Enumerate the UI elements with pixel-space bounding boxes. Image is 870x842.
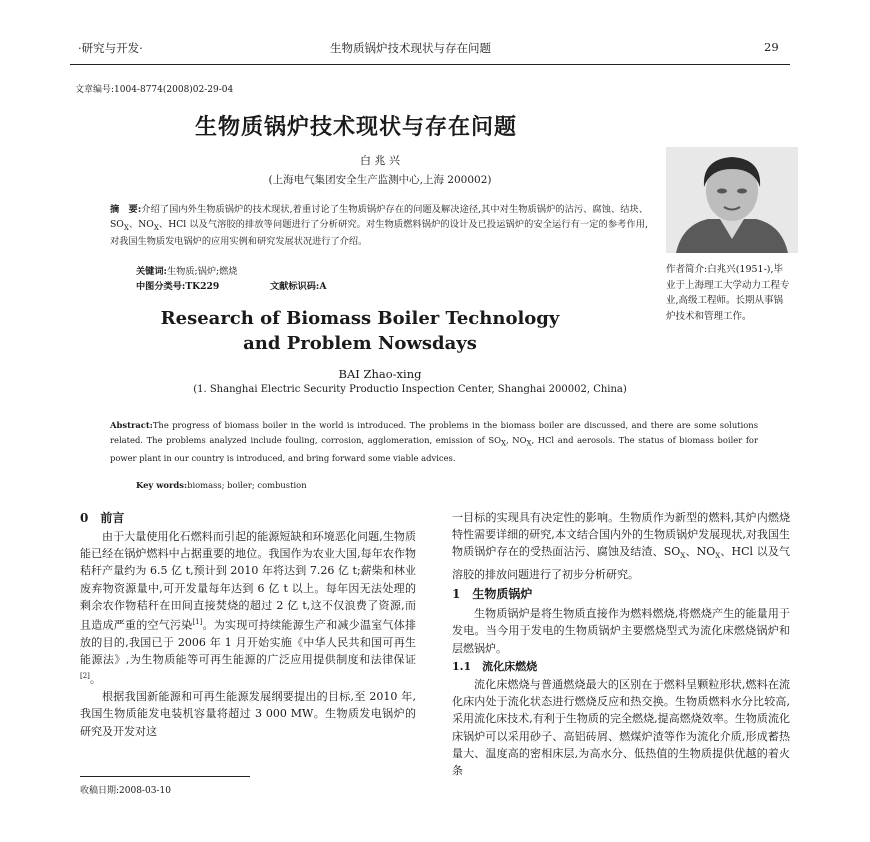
section-1-1-paragraph-1: 流化床燃烧与普通燃烧最大的区别在于燃料呈颗粒形状,燃料在流化床内处于流化状态进行燃烧反应和热交换。生物质燃料水分比较高,采用流化床技术,有利于生物质的完全燃烧,提高燃烧效率。生物质流化床锅炉可以采用砂子、高铝砖屑、燃煤炉渣等作为流化介质,形成蓄热量大、温度高的密相床层,为高水分、低热值的生物质提供优越的着火条 bbox=[452, 678, 790, 778]
keywords-cn-text: 生物质;锅炉;燃烧 bbox=[166, 266, 238, 277]
abstract-cn-text: 介绍了国内外生物质锅炉的技术现状,着重讨论了生物质锅炉存在的问题及解决途径,其中对生物质锅炉的沾污、腐蚀、结块、$SO_X$、$NO_X$、HCl 以及气溶胶的排放等问题进行了分析研究。对生物质燃料锅炉的设计及已投运锅炉的安全运行有一定的参考作用,对我国生物质发电锅炉的应用实例和研究发展状况进行了介绍。 bbox=[110, 204, 648, 247]
abstract-en bbox=[110, 418, 758, 465]
abstract-en-label: Abstract: bbox=[110, 420, 153, 430]
header-page-number: 29 bbox=[764, 40, 779, 54]
title-en-line1: Research of Biomass Boiler Technology bbox=[160, 308, 560, 329]
header-section: ·研究与开发· bbox=[78, 41, 143, 55]
author-en: BAI Zhao-xing bbox=[338, 367, 422, 381]
continued-paragraph: 一目标的实现具有决定性的影响。生物质作为新型的燃料,其炉内燃烧特性需要详细的研究,本文结合国内外的生物质锅炉发展现状,对我国生物质锅炉存在的受热面沾污、腐蚀及结渣、$SO_X$、$NO_X$、HCl 以及气溶胶的排放问题进行了初步分析研究。 bbox=[452, 511, 790, 581]
section-0-paragraph-1: 由于大量使用化石燃料而引起的能源短缺和环境恶化问题,生物质能已经在锅炉燃料中占据重要的地位。我国作为农业大国,每年农作物秸秆产量约为 6.5 亿 t,预计到 2010 年将达到 7.26 亿 t;薪柴和林业废弃物资源量中,可开发量每年达到 6 亿 t 以上。每年因无法处理的剩余农作物秸秆在田间直接焚烧的超过 2 亿 t,这不仅浪费了资源,而且造成严重的空气污染[1]。为实现可持续能源生产和减少温室气体排放的目的,我国已于 2006 年 1 月开始实施《中华人民共和国可再生能源法》,为生物质能等可再生能源的广泛应用提供制度和法律保证[2]。 bbox=[80, 530, 417, 686]
section-1-1-heading: 1.1 流化床燃烧 bbox=[452, 659, 538, 673]
affiliation-en: (1. Shanghai Electric Security Productio Inspection Center, Shanghai 200002, China) bbox=[193, 384, 627, 395]
header-rule bbox=[70, 64, 790, 65]
section-1-heading: 1 生物质锅炉 bbox=[452, 587, 533, 601]
abstract-en-text: The progress of biomass boiler in the world is introduced. The problems in the biomass boiler are discussed, and there are some solutions related. The problems analyzed include fouling, corrosion, agglomeration, emission of $SO_X$, $NO_X$, HCl and aerosols. The status of biomass boiler for power plant in our country is introduced, and bring forward some viable advices. bbox=[110, 420, 758, 463]
left-column bbox=[80, 528, 416, 740]
author-cn: 白 兆 兴 bbox=[360, 154, 400, 167]
keywords-cn bbox=[136, 265, 237, 280]
section-0-heading: 0 前言 bbox=[80, 511, 125, 525]
affiliation-cn: (上海电气集团安全生产监测中心,上海 200002) bbox=[268, 174, 492, 186]
title-en-line2: and Problem Nowsdays bbox=[243, 333, 477, 354]
keywords-en bbox=[136, 478, 307, 493]
keywords-en-text: biomass; boiler; combustion bbox=[187, 480, 307, 490]
author-portrait-image bbox=[666, 147, 798, 253]
keywords-en-label: Key words: bbox=[136, 480, 188, 490]
section-0-paragraph-2: 根据我国新能源和可再生能源发展纲要提出的目标,至 2010 年,我国生物质能发电装机容量将超过 3 000 MW。生物质发电锅炉的研究及开发对这 bbox=[80, 690, 416, 738]
header-running-title: 生物质锅炉技术现状与存在问题 bbox=[330, 41, 491, 55]
keywords-cn-label: 关键词: bbox=[136, 266, 167, 277]
author-bio: 作者简介:白兆兴(1951-),毕业于上海理工大学动力工程专业,高级工程师。长期从事锅炉技术和管理工作。 bbox=[666, 264, 790, 322]
author-photo bbox=[666, 147, 798, 253]
title-cn: 生物质锅炉技术现状与存在问题 bbox=[194, 114, 517, 140]
received-date: 收稿日期:2008-03-10 bbox=[80, 786, 171, 796]
article-id: 文章编号:1004-8774(2008)02-29-04 bbox=[75, 85, 234, 95]
abstract-cn bbox=[110, 203, 648, 249]
document-code: 文献标识码:A bbox=[270, 281, 327, 292]
clc-number: 中图分类号:TK229 bbox=[136, 281, 220, 292]
right-column bbox=[452, 509, 790, 779]
abstract-cn-label: 摘 要: bbox=[110, 204, 142, 215]
section-1-paragraph-1: 生物质锅炉是将生物质直接作为燃料燃烧,将燃烧产生的能量用于发电。当今用于发电的生物质锅炉主要燃烧型式为流化床燃烧锅炉和层燃锅炉。 bbox=[452, 607, 790, 655]
footnote-rule bbox=[80, 776, 250, 777]
